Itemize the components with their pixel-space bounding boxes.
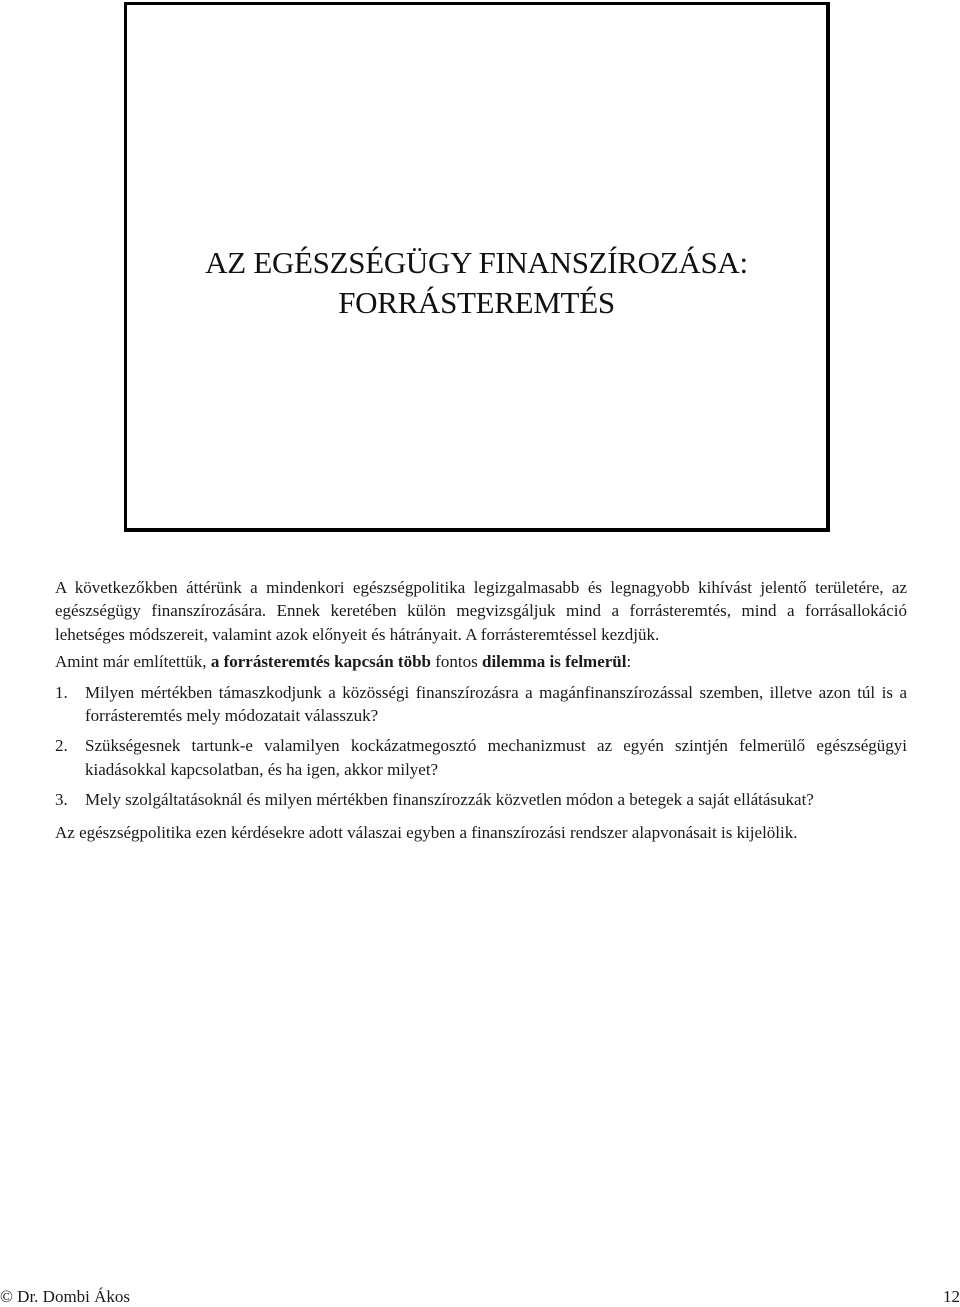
closing-paragraph: Az egészségpolitika ezen kérdésekre adott válaszai egyben a finanszírozási rendszer alapvonásait is kijelölik. bbox=[55, 822, 798, 842]
lead-bold-2: dilemma is felmerül bbox=[482, 652, 627, 672]
intro-paragraph: A következőkben áttérünk a mindenkori egészségpolitika legizgalmasabb és legnagyobb kihívást jelentő területére, az egészségügy finanszírozására. Ennek keretében külön megvizsgáljuk mind a forrásteremtés, mind a forrásallokáció lehetséges módszereit, valamint azok előnyeit és hátrányait. A forrásteremtéssel kezdjük. bbox=[55, 578, 907, 644]
lead-text-2: fontos bbox=[431, 652, 482, 672]
lead-text-3: : bbox=[626, 652, 632, 672]
list-item bbox=[55, 681, 907, 728]
list-item-number: 2. bbox=[55, 736, 68, 756]
list-item-number: 1. bbox=[55, 682, 68, 702]
slide-frame bbox=[124, 2, 830, 532]
list-item bbox=[55, 734, 907, 781]
lead-text-1: Amint már említettük, bbox=[55, 652, 211, 672]
list-item-text: Szükségesnek tartunk-e valamilyen kockázatmegosztó mechanizmust az egyén szintjén felmerülő egészségügyi kiadásokkal kapcsolatban, és ha igen, akkor milyet? bbox=[85, 736, 907, 779]
list-item bbox=[55, 788, 907, 811]
body-text bbox=[55, 576, 907, 844]
slide-title bbox=[127, 243, 826, 323]
slide-title-line-2: FORRÁSTEREMTÉS bbox=[338, 285, 615, 320]
lead-paragraph bbox=[55, 650, 907, 673]
list-item-number: 3. bbox=[55, 790, 68, 810]
list-item-text: Milyen mértékben támaszkodjunk a közösségi finanszírozásra a magánfinanszírozással szemben, illetve azon túl is a forrásteremtés mely módozatait válasszuk? bbox=[85, 682, 907, 726]
list-item-text: Mely szolgáltatásoknál és milyen mértékben finanszírozzák közvetlen módon a betegek a saját ellátásukat? bbox=[85, 790, 814, 810]
lead-bold-1: a forrásteremtés kapcsán több bbox=[210, 652, 431, 672]
slide-title-line-1: AZ EGÉSZSÉGÜGY FINANSZÍROZÁSA: bbox=[205, 245, 748, 280]
footer-author: © Dr. Dombi Ákos bbox=[0, 1287, 131, 1306]
page-number: 12 bbox=[943, 1287, 960, 1306]
